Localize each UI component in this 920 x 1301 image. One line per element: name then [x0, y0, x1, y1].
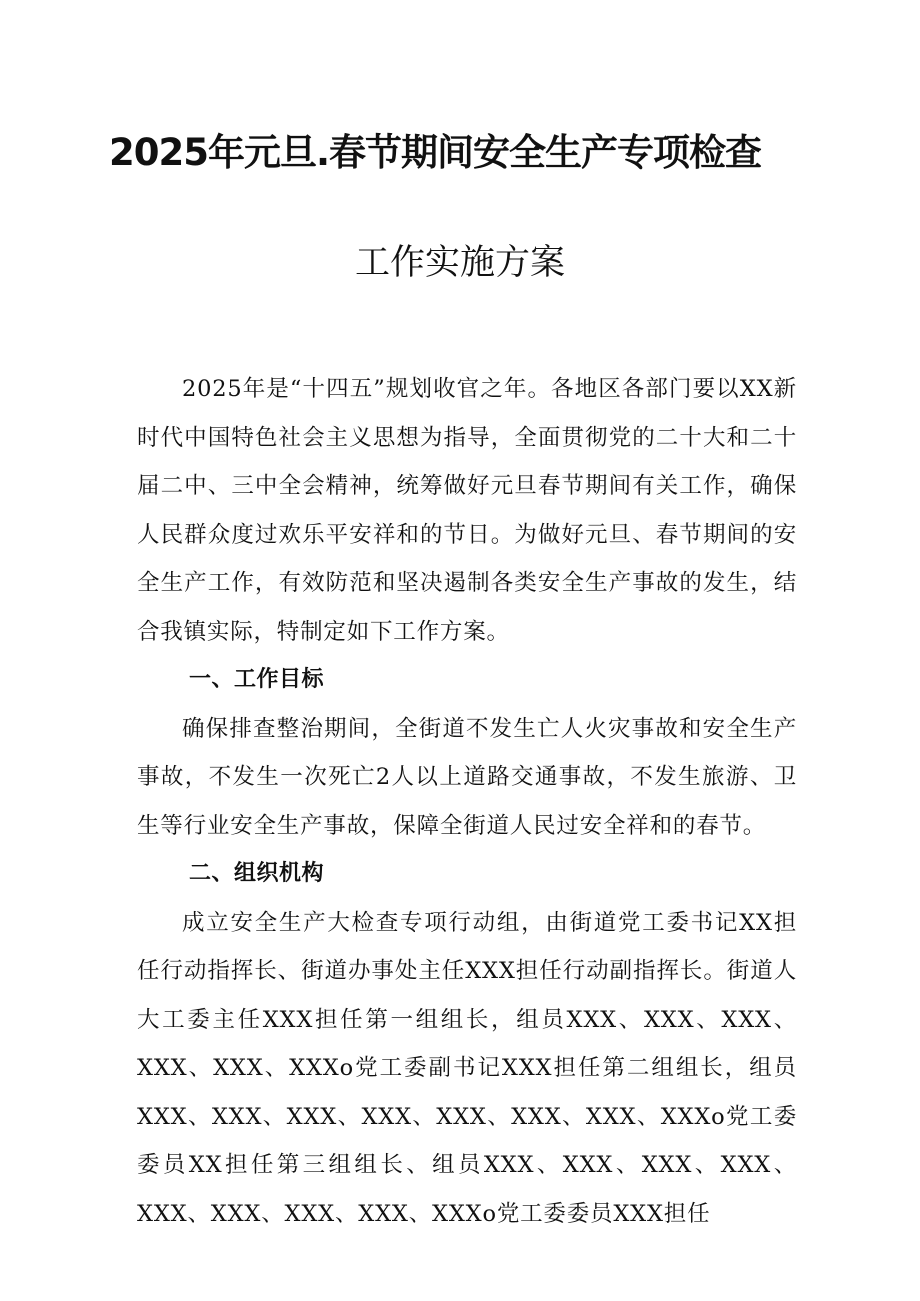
section-1-heading: 一、工作目标: [189, 667, 325, 692]
document-body: [137, 365, 797, 1238]
section-1-paragraph: 确保排查整治期间，全街道不发生亡人火灾事故和安全生产事故，不发生一次死亡2人以上道路交通事故，不发生旅游、卫生等行业安全生产事故，保障全街道人民过安全祥和的春节。: [137, 715, 797, 839]
section-2-heading: 二、组织机构: [189, 861, 325, 886]
document-title-line-2: 工作实施方案: [354, 243, 565, 283]
document-title-line-1: 2025年元旦.春节期间安全生产专项检查: [108, 131, 762, 174]
intro-paragraph: 2025年是“十四五”规划收官之年。各地区各部门要以XX新时代中国特色社会主义思想为指导，全面贯彻党的二十大和二十届二中、三中全会精神，统筹做好元旦春节期间有关工作，确保人民群众度过欢乐平安祥和的节日。为做好元旦、春节期间的安全生产工作，有效防范和坚决遏制各类安全生产事故的发生，结合我镇实际，特制定如下工作方案。: [137, 376, 797, 645]
section-2-paragraph: 成立安全生产大检查专项行动组，由街道党工委书记XX担任行动指挥长、街道办事处主任XXX担任行动副指挥长。街道人大工委主任XXX担任第一组组长，组员XXX、XXX、XXX、XXX、XXX、XXXo党工委副书记XXX担任第二组组长，组员XXX、XXX、XXX、XXX、XXX、XXX、XXX、XXXo党工委委员XX担任第三组组长、组员XXX、XXX、XXX、XXX、XXX、XXX、XXX、XXX、XXXo党工委委员XXX担任: [137, 909, 797, 1227]
